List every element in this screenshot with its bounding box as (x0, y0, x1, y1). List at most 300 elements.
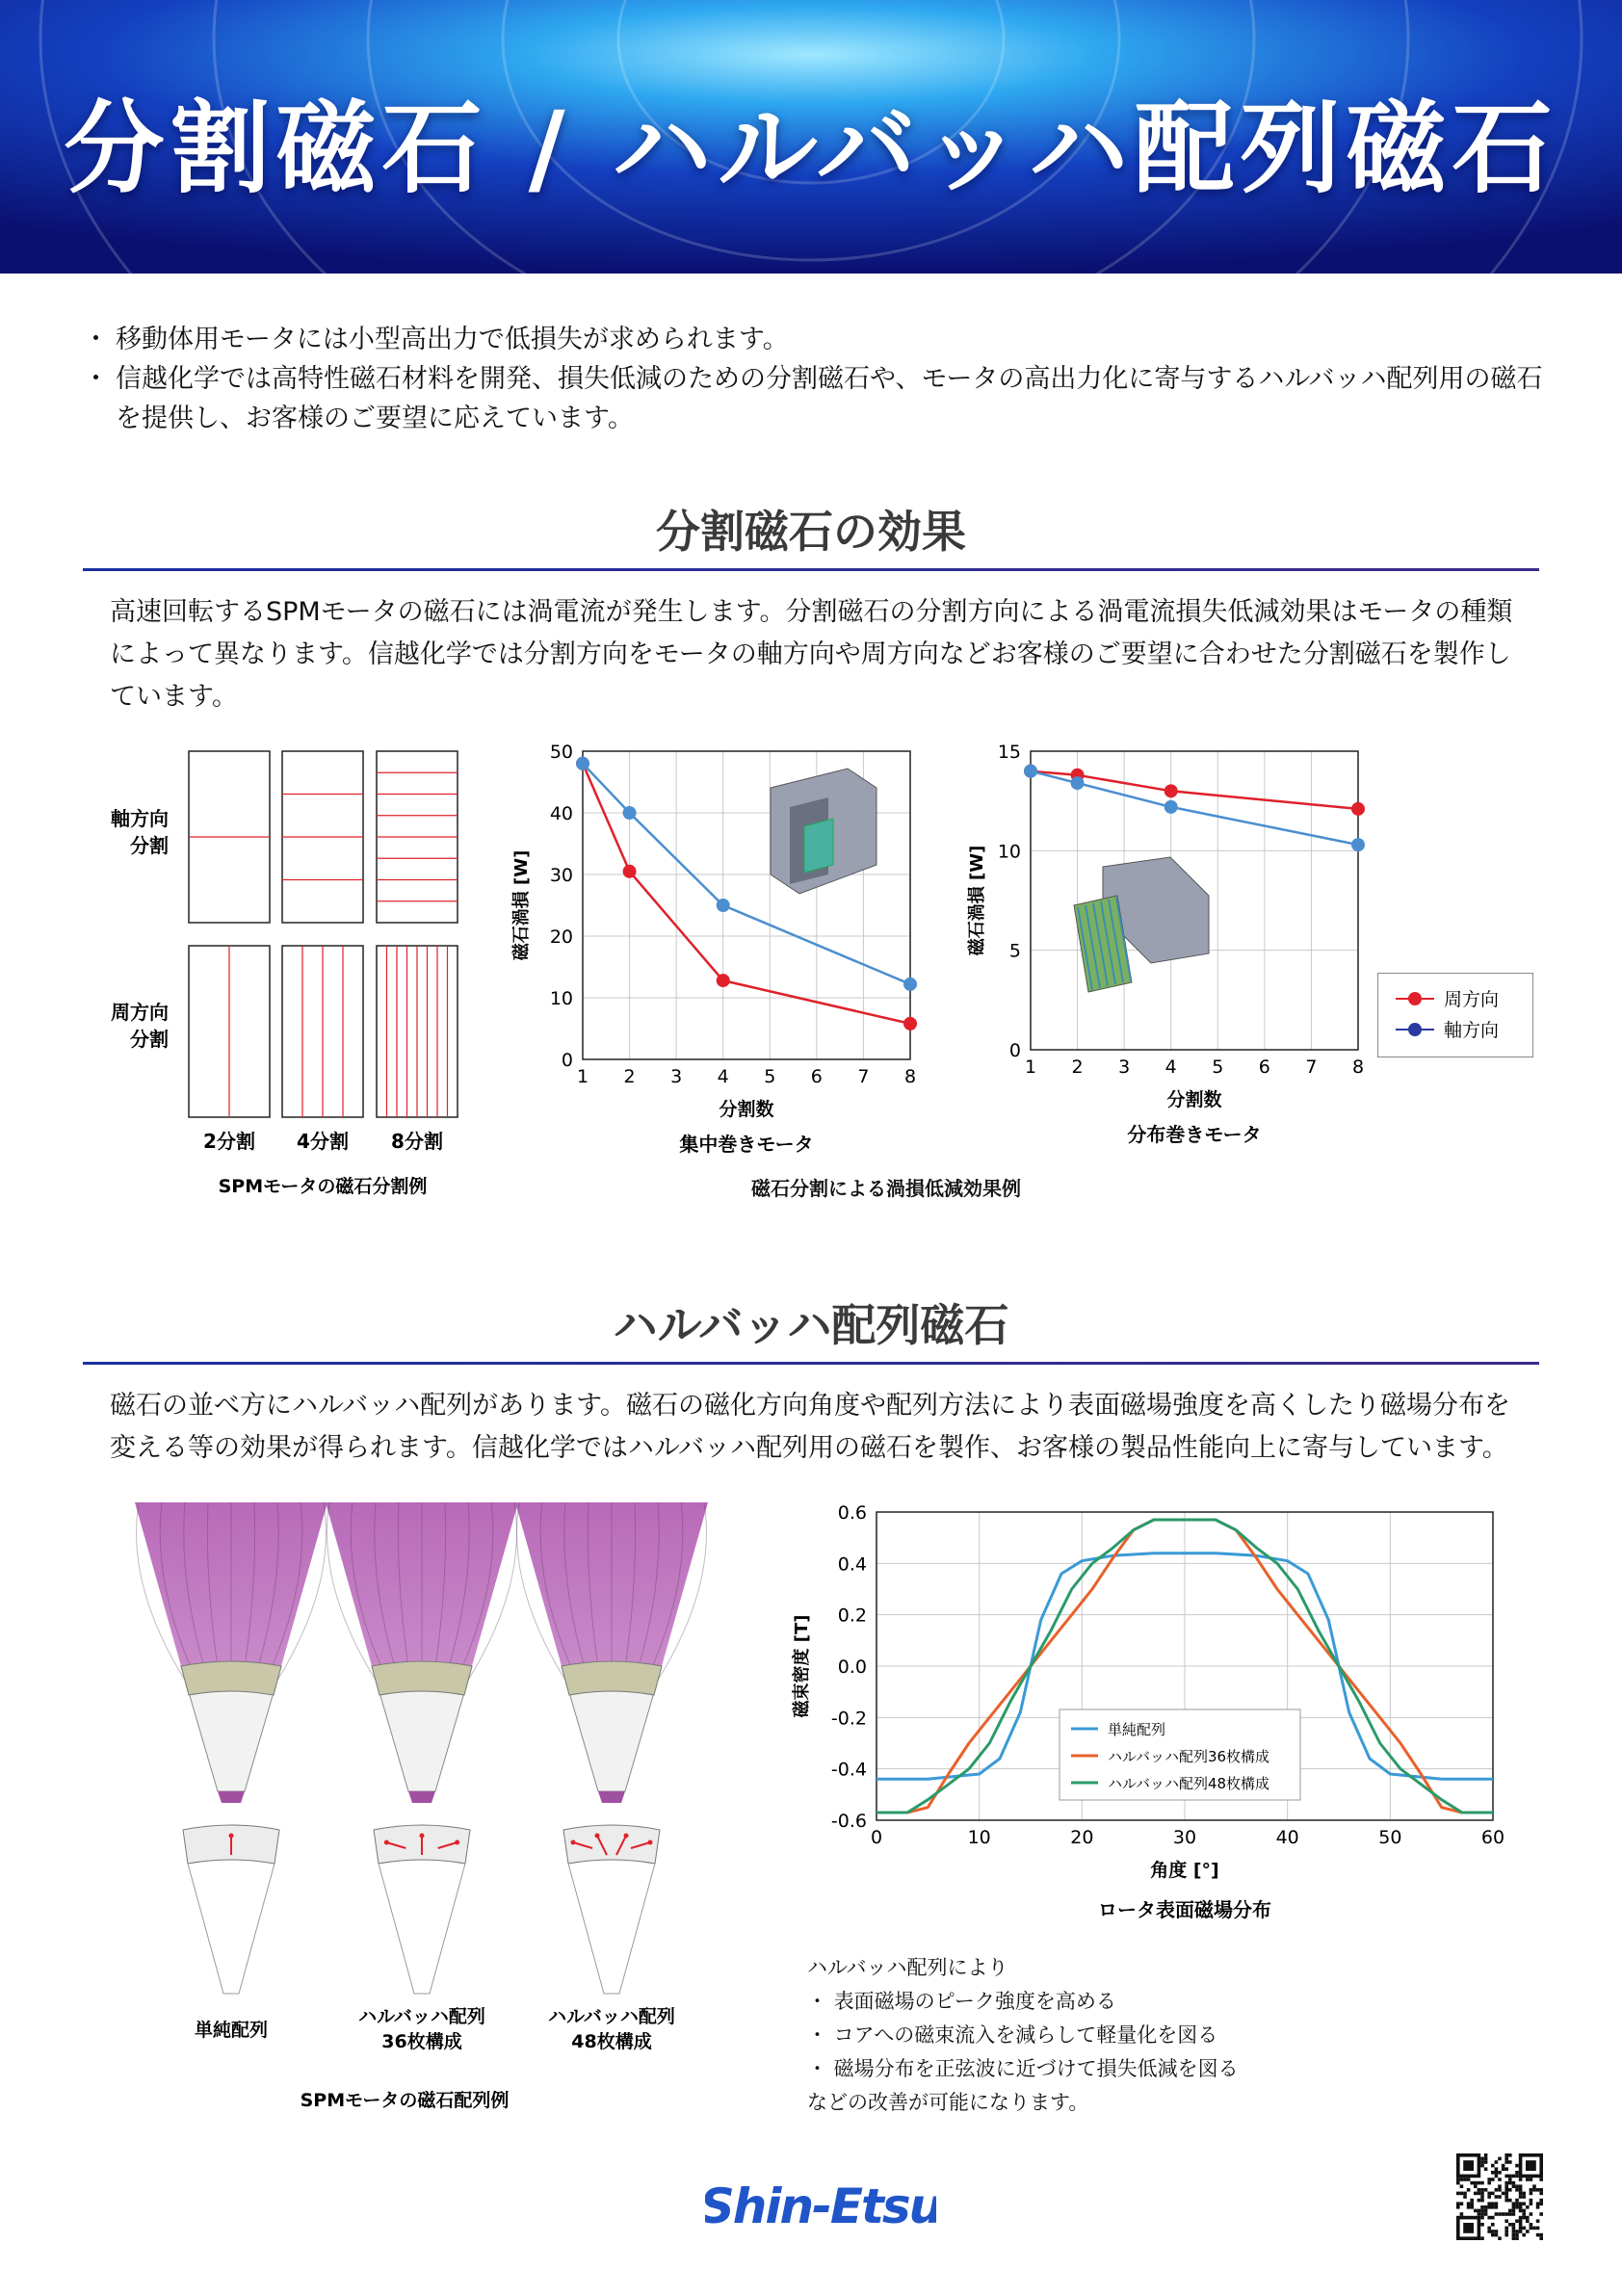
qr-module (1487, 2181, 1491, 2185)
qr-module (1512, 2202, 1516, 2205)
qr-module (1519, 2188, 1523, 2192)
x-tick-label: 50 (1378, 1827, 1402, 1848)
intro-bullets (89, 320, 1562, 438)
qr-module (1515, 2230, 1519, 2233)
qr-module (1539, 2233, 1543, 2237)
qr-module (1456, 2202, 1460, 2205)
split-row-label: 軸方向 (111, 807, 169, 830)
qr-module (1480, 2160, 1484, 2164)
qr-module (1491, 2164, 1495, 2168)
qr-module (1491, 2230, 1495, 2233)
effect-caption: 磁石分割による渦損低減効果例 (751, 1177, 1021, 1200)
qr-module (1515, 2188, 1519, 2192)
qr-module (1480, 2212, 1484, 2216)
core-tip (218, 1791, 245, 1803)
qr-module (1498, 2188, 1502, 2192)
qr-module (1495, 2205, 1499, 2209)
sim-label: 単純配列 (194, 2020, 269, 2041)
page-title: 分割磁石 / ハルバッハ配列磁石 (64, 90, 1558, 207)
qr-module (1519, 2192, 1523, 2196)
y-tick-label: 20 (549, 926, 573, 948)
section2-paragraph: 磁石の並べ方にハルバッハ配列があります。磁石の磁化方向角度や配列方法により表面磁場強度を高くしたり磁場分布を変える等の効果が得られます。信越化学ではハルバッハ配列用の磁石を製作、お客様の製品性能向上に寄与しています。 (110, 1391, 1510, 1463)
qr-module (1487, 2202, 1491, 2205)
qr-module (1519, 2209, 1523, 2213)
qr-module (1480, 2157, 1484, 2161)
qr-module (1498, 2184, 1502, 2188)
qr-module (1480, 2205, 1484, 2209)
x-axis-label: 分割数 (1166, 1089, 1222, 1110)
qr-module (1467, 2205, 1471, 2209)
qr-module (1498, 2178, 1502, 2181)
qr-module (1491, 2178, 1495, 2181)
qr-finder (1463, 2160, 1474, 2171)
arrow-head (648, 1840, 653, 1845)
qr-module (1515, 2219, 1519, 2223)
qr-module (1470, 2205, 1474, 2209)
split-row-label: 分割 (130, 1028, 169, 1051)
qr-module (1508, 2209, 1512, 2213)
qr-module (1495, 2195, 1499, 2199)
qr-module (1512, 2236, 1516, 2240)
y-tick-label: 5 (1008, 940, 1021, 962)
qr-module (1491, 2223, 1495, 2227)
note-line: ・ コアへの磁束流入を減らして軽量化を図る (807, 2023, 1218, 2047)
qr-module (1539, 2212, 1543, 2216)
qr-module (1502, 2192, 1505, 2196)
logo-text: Shin-Etsu (705, 2179, 936, 2234)
segment-outline (379, 1864, 465, 1994)
qr-module (1484, 2167, 1488, 2171)
qr-module (1463, 2192, 1467, 2196)
qr-module (1504, 2227, 1508, 2231)
qr-module (1519, 2202, 1523, 2205)
y-tick-label: 15 (997, 742, 1021, 763)
qr-module (1526, 2219, 1530, 2223)
qr-module (1484, 2153, 1488, 2157)
qr-module (1460, 2202, 1464, 2205)
chart-legend (1060, 1709, 1300, 1800)
qr-module (1526, 2178, 1530, 2181)
qr-module (1460, 2178, 1464, 2181)
qr-module (1480, 2188, 1484, 2192)
qr-module (1504, 2184, 1508, 2188)
data-point (717, 974, 730, 987)
qr-module (1484, 2209, 1488, 2213)
qr-module (1512, 2205, 1516, 2209)
x-tick-label: 5 (1212, 1057, 1224, 1078)
sim-label: 48枚構成 (571, 2031, 652, 2052)
qr-module (1495, 2167, 1499, 2171)
qr-module (1515, 2175, 1519, 2179)
qr-module (1487, 2195, 1491, 2199)
qr-module (1539, 2199, 1543, 2203)
y-tick-label: 0.4 (837, 1553, 867, 1576)
y-axis-label: 磁石渦損 [W] (511, 849, 532, 961)
qr-module (1504, 2175, 1508, 2179)
x-tick-label: 6 (1258, 1057, 1270, 1078)
qr-module (1495, 2230, 1499, 2233)
y-tick-label: -0.6 (830, 1811, 867, 1832)
qr-module (1495, 2202, 1499, 2205)
qr-module (1512, 2230, 1516, 2233)
qr-module (1508, 2160, 1512, 2164)
split-col-label: 4分割 (297, 1130, 349, 1153)
legend-label: ハルバッハ配列36枚構成 (1108, 1748, 1270, 1765)
data-point (623, 865, 637, 878)
qr-module (1522, 2209, 1526, 2213)
qr-module (1478, 2192, 1481, 2196)
sim-caption: SPMモータの磁石配列例 (300, 2090, 510, 2111)
qr-module (1536, 2188, 1540, 2192)
intro-bullet: ・ 移動体用モータには小型高出力で低損失が求められます。 (89, 320, 1562, 359)
x-tick-label: 10 (967, 1827, 991, 1848)
qr-module (1470, 2202, 1474, 2205)
qr-module (1519, 2219, 1523, 2223)
y-tick-label: 0 (1008, 1040, 1021, 1061)
qr-module (1532, 2227, 1536, 2231)
qr-module (1484, 2188, 1488, 2192)
data-point (623, 806, 637, 820)
qr-module (1504, 2153, 1508, 2157)
qr-module (1456, 2205, 1460, 2209)
qr-module (1515, 2233, 1519, 2237)
qr-module (1508, 2175, 1512, 2179)
x-tick-label: 30 (1172, 1827, 1197, 1848)
qr-module (1512, 2175, 1516, 2179)
qr-module (1487, 2216, 1491, 2220)
split-row-label: 分割 (130, 834, 169, 857)
note-line: ・ 磁場分布を正弦波に近づけて損失低減を図る (807, 2057, 1239, 2080)
section1-divider (83, 568, 1539, 571)
qr-module (1504, 2167, 1508, 2171)
magnet-layer (562, 1661, 662, 1695)
qr-module (1487, 2205, 1491, 2209)
qr-module (1474, 2192, 1478, 2196)
qr-module (1467, 2202, 1471, 2205)
halbach-notes (807, 1951, 1347, 2120)
x-tick-label: 7 (1305, 1057, 1318, 1078)
segment-outline (188, 1864, 275, 1994)
x-tick-label: 7 (857, 1066, 870, 1087)
qr-module (1519, 2184, 1523, 2188)
note-line: などの改善が可能になります。 (807, 2091, 1089, 2114)
split-col-label: 8分割 (391, 1130, 443, 1153)
qr-module (1536, 2205, 1540, 2209)
x-tick-label: 60 (1480, 1827, 1505, 1848)
qr-module (1491, 2171, 1495, 2175)
arrow-head (624, 1834, 629, 1839)
qr-module (1536, 2227, 1540, 2231)
sim-label: ハルバッハ配列 (358, 2006, 485, 2027)
y-tick-label: 10 (997, 841, 1021, 863)
qr-module (1515, 2199, 1519, 2203)
qr-module (1480, 2195, 1484, 2199)
qr-module (1498, 2195, 1502, 2199)
qr-module (1463, 2178, 1467, 2181)
qr-module (1460, 2212, 1464, 2216)
qr-module (1512, 2233, 1516, 2237)
split-col-label: 2分割 (203, 1130, 255, 1153)
legend-marker-axial (1408, 1023, 1422, 1036)
arrow-head (595, 1834, 600, 1839)
data-point (576, 757, 589, 770)
qr-module (1526, 2230, 1530, 2233)
data-point (1351, 838, 1365, 851)
qr-module (1484, 2205, 1488, 2209)
title-banner (0, 0, 1622, 274)
qr-module (1478, 2209, 1481, 2213)
qr-module (1480, 2236, 1484, 2240)
core-tip (598, 1791, 625, 1803)
qr-module (1478, 2188, 1481, 2192)
x-tick-label: 20 (1070, 1827, 1094, 1848)
sim-label: ハルバッハ配列 (548, 2006, 675, 2027)
x-tick-label: 1 (576, 1066, 589, 1087)
legend-label: 単純配列 (1108, 1721, 1166, 1738)
data-point (1351, 802, 1365, 816)
qr-module (1522, 2233, 1526, 2237)
qr-module (1502, 2212, 1505, 2216)
y-tick-label: 0.6 (837, 1502, 867, 1524)
x-tick-label: 3 (670, 1066, 683, 1087)
qr-module (1480, 2216, 1484, 2220)
qr-module (1519, 2227, 1523, 2231)
chart-title: ロータ表面磁場分布 (1098, 1898, 1271, 1921)
qr-module (1522, 2192, 1526, 2196)
qr-module (1532, 2184, 1536, 2188)
qr-module (1522, 2202, 1526, 2205)
x-tick-label: 5 (764, 1066, 776, 1087)
qr-module (1498, 2171, 1502, 2175)
qr-module (1456, 2192, 1460, 2196)
qr-module (1530, 2227, 1533, 2231)
y-tick-label: 0.2 (837, 1605, 867, 1627)
x-tick-label: 3 (1118, 1057, 1131, 1078)
qr-module (1504, 2181, 1508, 2185)
qr-module (1491, 2205, 1495, 2209)
qr-module (1522, 2212, 1526, 2216)
qr-module (1495, 2212, 1499, 2216)
qr-module (1487, 2230, 1491, 2233)
legend-label: ハルバッハ配列48枚構成 (1108, 1775, 1270, 1792)
section2-heading: ハルバッハ配列磁石 (613, 1299, 1009, 1351)
qr-module (1526, 2216, 1530, 2220)
arrow-head (420, 1834, 425, 1839)
magnet-model-image (1074, 857, 1209, 992)
qr-module (1498, 2157, 1502, 2161)
section1-paragraph: 高速回転するSPMモータの磁石には渦電流が発生します。分割磁石の分割方向による渦電流損失低減効果はモータの種類によって異なります。信越化学では分割方向をモータの軸方向や周方向などお客様のご要望に合わせた分割磁石を製作しています。 (110, 597, 1513, 712)
arrow-head (571, 1840, 576, 1845)
qr-module (1480, 2223, 1484, 2227)
qr-module (1519, 2195, 1523, 2199)
x-tick-label: 0 (870, 1827, 883, 1848)
qr-module (1467, 2178, 1471, 2181)
note-line: ・ 表面磁場のピーク強度を高める (807, 1990, 1116, 2013)
qr-module (1526, 2205, 1530, 2209)
qr-module (1504, 2199, 1508, 2203)
qr-code[interactable] (1456, 2153, 1543, 2240)
qr-module (1495, 2160, 1499, 2164)
qr-module (1478, 2181, 1481, 2185)
split-diagram (96, 742, 482, 1204)
qr-module (1478, 2212, 1481, 2216)
qr-module (1502, 2164, 1505, 2168)
data-point (1024, 765, 1037, 778)
qr-module (1515, 2164, 1519, 2168)
qr-module (1478, 2199, 1481, 2203)
x-tick-label: 6 (810, 1066, 823, 1087)
legend-label: 軸方向 (1444, 1020, 1500, 1041)
qr-module (1495, 2188, 1499, 2192)
qr-module (1480, 2192, 1484, 2196)
split-row-label: 周方向 (111, 1001, 169, 1024)
arrow-head (384, 1840, 389, 1845)
sim-panel (326, 1502, 518, 1994)
x-tick-label: 8 (903, 1066, 917, 1087)
qr-module (1504, 2188, 1508, 2192)
shin-etsu-logo (705, 2179, 936, 2236)
qr-module (1519, 2223, 1523, 2227)
qr-module (1474, 2209, 1478, 2213)
qr-module (1456, 2181, 1460, 2185)
qr-module (1495, 2175, 1499, 2179)
qr-module (1522, 2195, 1526, 2199)
qr-module (1491, 2216, 1495, 2220)
qr-module (1530, 2192, 1533, 2196)
data-point (903, 978, 917, 991)
y-tick-label: 50 (549, 742, 573, 763)
y-tick-label: -0.2 (830, 1708, 867, 1730)
x-tick-label: 1 (1024, 1057, 1037, 1078)
sim-panel (515, 1502, 708, 1994)
x-axis-label: 角度 [°] (1150, 1860, 1219, 1881)
qr-module (1504, 2230, 1508, 2233)
qr-module (1512, 2223, 1516, 2227)
qr-module (1487, 2192, 1491, 2196)
qr-module (1504, 2233, 1508, 2237)
qr-module (1536, 2202, 1540, 2205)
qr-module (1539, 2202, 1543, 2205)
qr-module (1519, 2205, 1523, 2209)
qr-module (1504, 2212, 1508, 2216)
qr-module (1470, 2199, 1474, 2203)
qr-module (1480, 2199, 1484, 2203)
qr-module (1508, 2181, 1512, 2185)
qr-module (1530, 2212, 1533, 2216)
y-tick-label: 30 (549, 865, 573, 886)
x-tick-label: 4 (1164, 1057, 1177, 1078)
qr-module (1530, 2188, 1533, 2192)
y-tick-label: -0.4 (830, 1759, 867, 1781)
qr-module (1508, 2212, 1512, 2216)
qr-module (1504, 2192, 1508, 2196)
qr-module (1474, 2184, 1478, 2188)
qr-module (1463, 2195, 1467, 2199)
qr-module (1512, 2227, 1516, 2231)
qr-module (1512, 2212, 1516, 2216)
qr-module (1480, 2164, 1484, 2168)
qr-finder (1463, 2223, 1474, 2233)
qr-module (1519, 2216, 1523, 2220)
chart-title: 集中巻きモータ (679, 1133, 814, 1156)
qr-module (1504, 2219, 1508, 2223)
qr-module (1495, 2171, 1499, 2175)
qr-module (1484, 2157, 1488, 2161)
legend-marker-circumferential (1408, 992, 1422, 1005)
legend-label: 周方向 (1444, 989, 1500, 1010)
qr-module (1504, 2160, 1508, 2164)
y-axis-label: 磁石渦損 [W] (967, 845, 987, 956)
section1-heading: 分割磁石の効果 (656, 506, 966, 558)
segment-outline (568, 1864, 655, 1994)
qr-module (1508, 2188, 1512, 2192)
qr-module (1522, 2216, 1526, 2220)
qr-module (1512, 2209, 1516, 2213)
qr-module (1498, 2236, 1502, 2240)
x-tick-label: 4 (717, 1066, 729, 1087)
qr-module (1487, 2178, 1491, 2181)
qr-module (1508, 2178, 1512, 2181)
data-point (1071, 776, 1085, 790)
qr-module (1536, 2233, 1540, 2237)
halbach-illustration (116, 1502, 809, 2119)
qr-module (1491, 2192, 1495, 2196)
qr-module (1504, 2195, 1508, 2199)
chart-distributed-winding (949, 742, 1392, 1165)
section2-divider (83, 1362, 1539, 1365)
qr-module (1484, 2160, 1488, 2164)
qr-module (1508, 2223, 1512, 2227)
qr-module (1491, 2202, 1495, 2205)
qr-module (1530, 2202, 1533, 2205)
qr-module (1532, 2188, 1536, 2192)
y-tick-label: 10 (549, 988, 573, 1009)
qr-module (1480, 2209, 1484, 2213)
magnet-layer (372, 1661, 472, 1695)
qr-module (1515, 2202, 1519, 2205)
qr-module (1502, 2167, 1505, 2171)
x-tick-label: 40 (1275, 1827, 1299, 1848)
qr-module (1504, 2157, 1508, 2161)
qr-module (1460, 2192, 1464, 2196)
qr-module (1487, 2227, 1491, 2231)
data-point (717, 899, 730, 912)
chart-concentrated-winding (501, 742, 944, 1165)
qr-module (1539, 2178, 1543, 2181)
qr-module (1522, 2227, 1526, 2231)
y-tick-label: 40 (549, 803, 573, 824)
qr-module (1519, 2178, 1523, 2181)
note-line: ハルバッハ配列により (807, 1956, 1008, 1979)
qr-module (1474, 2181, 1478, 2185)
qr-module (1515, 2171, 1519, 2175)
chart-rotor-field (780, 1493, 1512, 1926)
y-axis-label: 磁束密度 [T] (792, 1614, 812, 1718)
qr-module (1480, 2181, 1484, 2185)
qr-module (1460, 2184, 1464, 2188)
arrow-head (229, 1834, 234, 1839)
x-tick-label: 2 (1071, 1057, 1084, 1078)
arrow-head (455, 1840, 459, 1845)
x-tick-label: 2 (623, 1066, 636, 1087)
qr-module (1515, 2236, 1519, 2240)
y-tick-label: 0.0 (837, 1657, 867, 1678)
qr-module (1491, 2233, 1495, 2237)
qr-module (1467, 2188, 1471, 2192)
qr-module (1536, 2219, 1540, 2223)
qr-module (1456, 2178, 1460, 2181)
qr-module (1495, 2233, 1499, 2237)
